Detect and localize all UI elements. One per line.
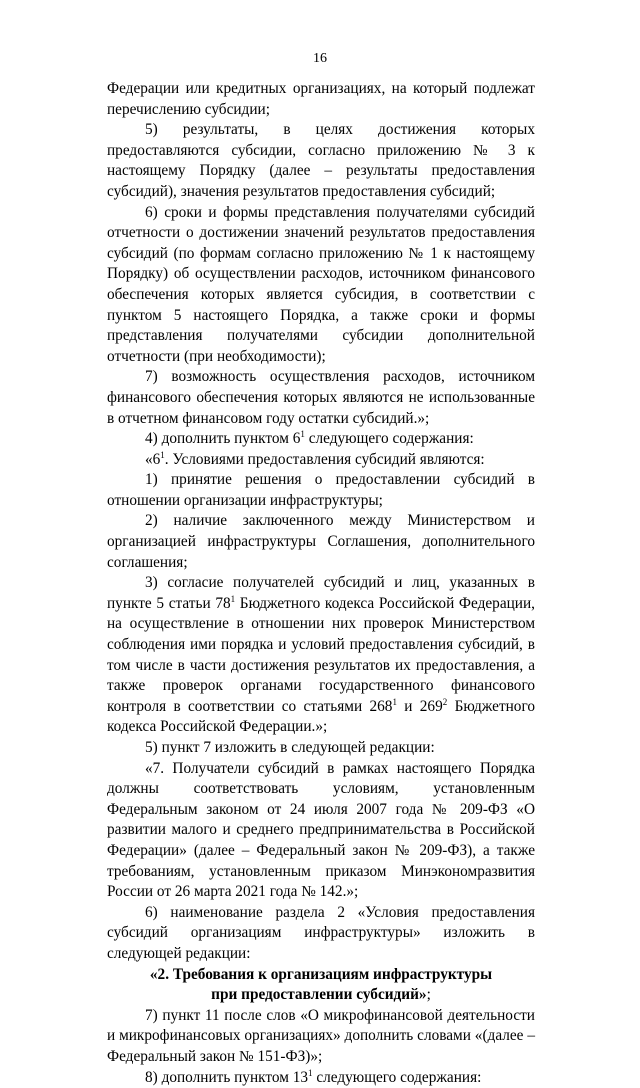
superscript: 1: [392, 697, 397, 707]
superscript: 1: [308, 1068, 313, 1078]
superscript: 1: [300, 429, 305, 439]
text-run: 4) дополнить пунктом 6: [145, 430, 300, 447]
text-run: и 269: [397, 698, 443, 715]
text-run: 7) возможность осуществления расходов, источником финансового обеспечения которых являются не использованные в отчетном финансовом году остатки субсидий.»;: [107, 368, 535, 426]
paragraph: [107, 120, 535, 202]
superscript: 2: [443, 697, 448, 707]
paragraph: [107, 367, 535, 429]
text-run: следующего содержания:: [313, 1069, 482, 1086]
paragraph: [107, 573, 535, 738]
paragraph: [107, 450, 535, 471]
paragraph: [107, 903, 535, 965]
document-body: [107, 79, 535, 1088]
paragraph: [107, 511, 535, 573]
text-run: 1) принятие решения о предоставлении субсидий в отношении организации инфраструктуры;: [107, 471, 535, 509]
paragraph: [107, 1006, 535, 1068]
text-run: 6) наименование раздела 2 «Условия предоставления субсидий организациям инфраструктуры» изложить в следующей редакции:: [107, 904, 535, 962]
text-run: «2. Требования к организациям инфраструктуры: [150, 966, 492, 983]
text-run: ;: [427, 986, 431, 1003]
paragraph: [107, 203, 535, 368]
text-run: «7. Получатели субсидий в рамках настоящего Порядка должны соответствовать условиям, установленным Федеральным законом от 24 июля 2007 года № 209-ФЗ «О развитии малого и среднего предпринимательства в Российской Федерации» (далее – Федеральный закон № 209-ФЗ), а также требованиям, установленным приказом Минэкономразвития России от 26 марта 2021 года № 142.»;: [107, 760, 535, 901]
superscript: 1: [231, 594, 236, 604]
text-run: . Условиями предоставления субсидий являются:: [165, 451, 485, 468]
section-heading: [107, 985, 535, 1006]
text-run: 5) результаты, в целях достижения которых предоставляются субсидии, согласно приложению № 3 к настоящему Порядку (далее – результаты предоставления субсидий), значения результатов предоставления субсидий;: [107, 121, 535, 200]
paragraph: [107, 759, 535, 903]
text-run: при предоставлении субсидий»: [211, 986, 426, 1003]
text-run: 7) пункт 11 после слов «О микрофинансовой деятельности и микрофинансовых организациях» дополнить словами «(далее – Федеральный закон № 151-ФЗ)»;: [107, 1007, 535, 1065]
text-run: 6) сроки и формы представления получателями субсидий отчетности о достижении значений результатов предоставления субсидий (по формам согласно приложению № 1 к настоящему Порядку) об осуществлении расходов, источником финансового обеспечения которых является субсидия, в соответствии с пунктом 5 настоящего Порядка, а также сроки и формы представления получателями субсидии дополнительной отчетности (при необходимости);: [107, 204, 535, 365]
text-run: Бюджетного кодекса Российской Федерации, на осуществление в отношении них проверок Министерством соблюдения ими порядка и условий предоставления субсидий, в том числе в части достижения результатов их предоставления, а также проверок органами государственного финансового контроля в соответствии со статьями 268: [107, 595, 535, 715]
text-run: 8) дополнить пунктом 13: [145, 1069, 308, 1086]
paragraph: [107, 79, 535, 120]
text-run: 3) согласие получателей субсидий и лиц, указанных в пункте 5 статьи 78: [107, 574, 535, 612]
section-heading: [107, 965, 535, 986]
text-run: следующего содержания:: [305, 430, 474, 447]
text-run: 5) пункт 7 изложить в следующей редакции:: [145, 739, 435, 756]
page-number: 16: [0, 49, 640, 70]
paragraph: [107, 470, 535, 511]
text-run: «6: [145, 451, 160, 468]
paragraph: [107, 429, 535, 450]
text-run: 2) наличие заключенного между Министерством и организацией инфраструктуры Соглашения, дополнительного соглашения;: [107, 512, 535, 570]
paragraph: [107, 1068, 535, 1088]
text-run: Федерации или кредитных организациях, на который подлежат перечислению субсидии;: [107, 80, 535, 118]
superscript: 1: [160, 450, 165, 460]
paragraph: [107, 738, 535, 759]
text-run: Бюджетного кодекса Российской Федерации.»;: [107, 698, 535, 736]
